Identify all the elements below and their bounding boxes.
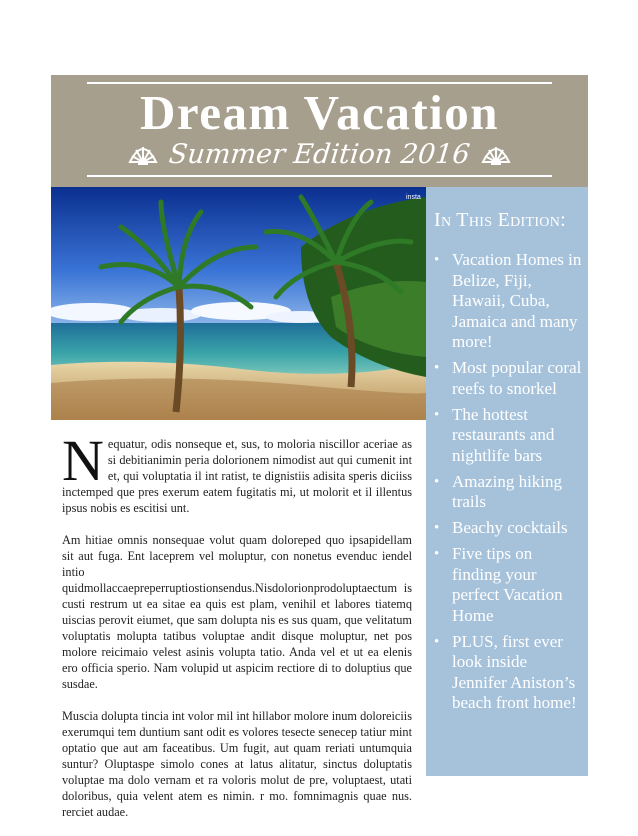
contents-sidebar xyxy=(426,187,588,776)
bullet-icon: • xyxy=(434,360,440,376)
bullet-icon: • xyxy=(434,252,440,268)
list-item: • Most popular coral reefs to snorkel xyxy=(434,358,582,398)
photo-watermark: insta xyxy=(406,194,421,201)
list-item: • Five tips on finding your perfect Vacation Home xyxy=(434,544,563,625)
masthead-top-rule xyxy=(87,82,552,84)
contents-list xyxy=(432,250,584,719)
seashell-icon xyxy=(127,142,159,168)
beach-palm-trees-photo xyxy=(51,187,426,420)
subtitle-row xyxy=(51,137,588,173)
masthead-bottom-rule xyxy=(87,175,552,177)
bullet-icon: • xyxy=(434,633,440,650)
list-item: • Beachy cocktails xyxy=(434,518,568,537)
bullet-icon: • xyxy=(434,473,440,490)
article-paragraph: Muscia dolupta tincia int volor mil int hillabor molore inum doloreiciis exerumqui tem duntium sant odit es volores tesecte senecep tatiur mint optatio que aut am faceatibus. Um fugit, aut quam reriati untumquia suntur? Oluptaspe simolo cones at latus alitatur, sinctus doluptatis voluptae ma dolo vernam et ra voloris molut de pre, voluptaest, utati doloribus, quia velent atem es nimin. r mo. fomnimagnis quae nus. rerciet audae. xyxy=(62,709,412,819)
article-paragraph: Nequatur, odis nonseque et, sus, to moloria niscillor aceriae as si debitianimin peria dolorionem nimodist aut qui cumenit int et, qui voluptatia il int ratist, te dignistiis adisita speris diciiss inctemped que pres exerum eatem fugitatis mi, ut molorit et il illentus ipsus nobis es escitisi unt. xyxy=(62,428,412,515)
masthead xyxy=(51,75,588,187)
seashell-icon xyxy=(480,142,512,168)
article-body xyxy=(62,428,412,836)
list-item: • PLUS, first ever look inside Jennifer Aniston’s beach front home! xyxy=(434,631,577,712)
magazine-title: Dream Vacation xyxy=(140,85,499,140)
list-item: • The hottest restaurants and nightlife bars xyxy=(434,404,555,465)
article-paragraph: Am hitiae omnis nonsequae volut quam doloreped quo ipsapidellam sit aut fuga. Ent laceprem vel moluptur, con nonetus evenduc iendel intio quidmollaccaepreperruptiostionsendus.Nisdolorionprodoluptaectum is custi restrum ut ea sitae ea quis est plam, venihil et labores tiatemq uiscias perovit eiumet, que sam dolupta nis es sus quam, que velitatum voluptatis molupta tatibus voluptae andit disque moluptur, net pos molore reicimaio velest asinis volupta tatio. Anda vel et ut ea elenis ero officia sperio. Nam volupid ut aspicim rectiore di to doluptius que susdae. xyxy=(62,533,412,691)
list-item: • Amazing hiking trails xyxy=(434,471,563,511)
bullet-icon: • xyxy=(434,546,440,562)
bullet-icon: • xyxy=(434,406,440,423)
sidebar-heading: In This Edition: xyxy=(434,209,566,231)
edition-subtitle: Summer Edition 2016 xyxy=(167,139,472,170)
bullet-icon: • xyxy=(434,520,440,536)
drop-cap: N xyxy=(62,428,104,493)
list-item: • Vacation Homes in Belize, Fiji, Hawaii, Cuba, Jamaica and many more! xyxy=(434,250,582,351)
